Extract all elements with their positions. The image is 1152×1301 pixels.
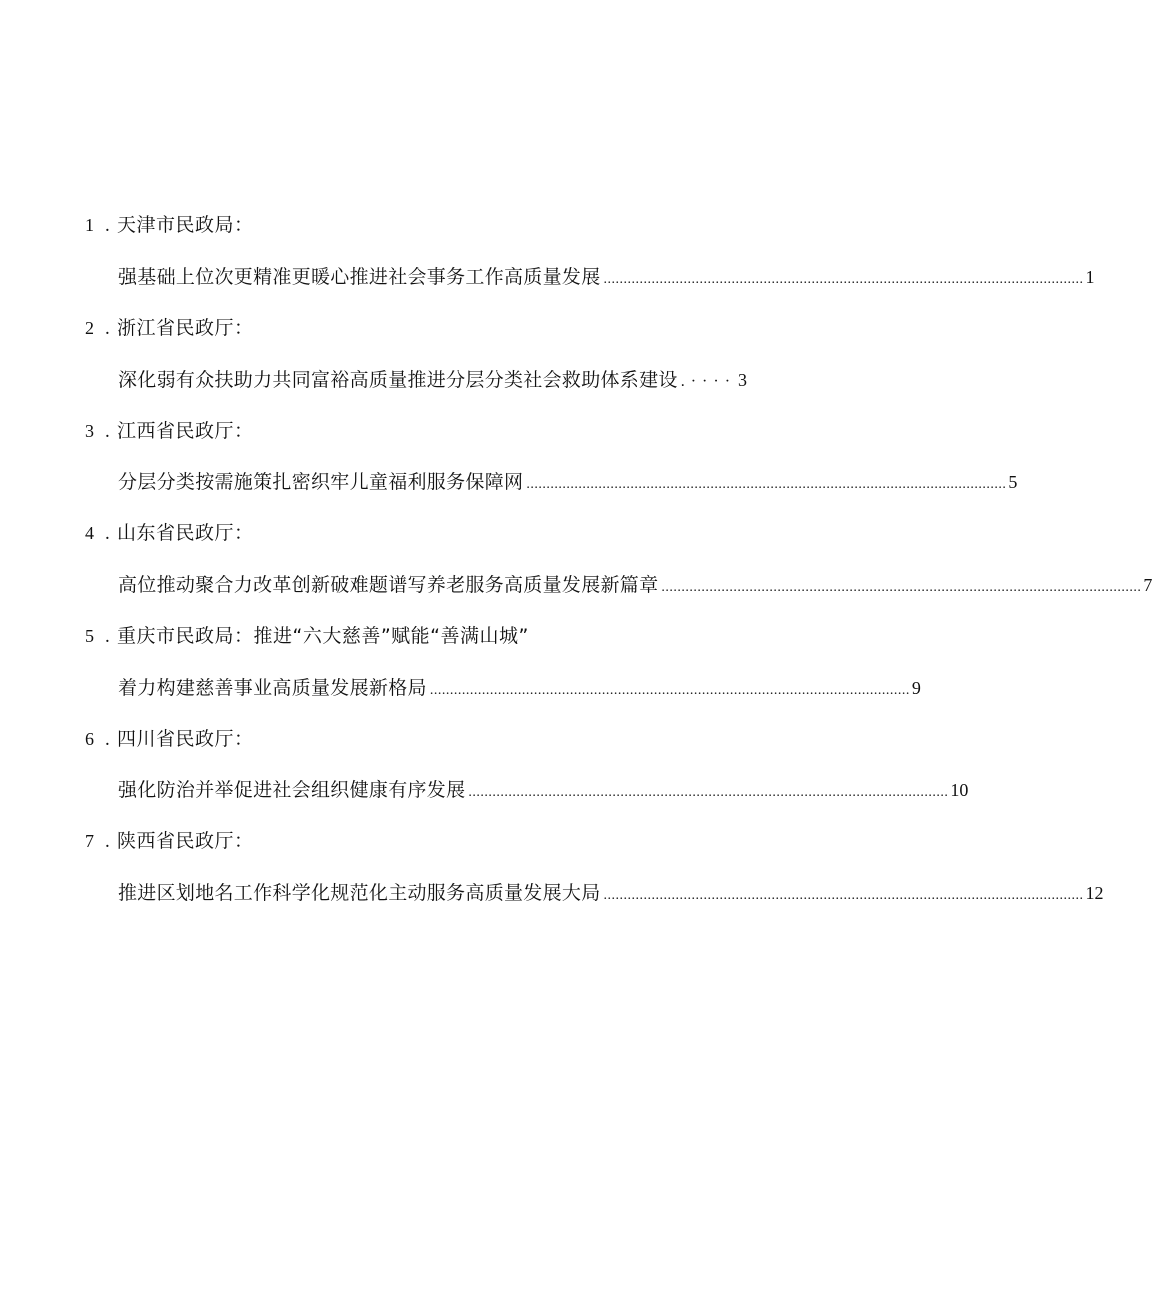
toc-leader: ........................................................................................................................ bbox=[468, 785, 949, 800]
toc-heading-2 bbox=[85, 313, 845, 343]
toc-heading-3 bbox=[85, 416, 845, 446]
toc-number: 5 bbox=[85, 626, 95, 646]
toc-title: 高位推动聚合力改革创新破难题谱写养老服务高质量发展新篇章 bbox=[118, 574, 659, 596]
toc-heading-4 bbox=[85, 518, 845, 548]
toc-heading-text: 陕西省民政厅： bbox=[117, 830, 254, 852]
toc-entry-7[interactable] bbox=[118, 878, 1104, 908]
toc-page-number: 1 bbox=[1085, 267, 1095, 287]
toc-heading-6 bbox=[85, 724, 845, 754]
toc-title: 着力构建慈善事业高质量发展新格局 bbox=[118, 677, 427, 699]
toc-title: 强化防治并举促进社会组织健康有序发展 bbox=[118, 779, 466, 801]
toc-entry-3[interactable] bbox=[118, 467, 1018, 497]
toc-leader: ........................................................................................................................ bbox=[526, 477, 1007, 492]
toc-entry-4[interactable] bbox=[118, 570, 1152, 600]
toc-entry-5[interactable] bbox=[118, 673, 921, 703]
toc-page-number: 9 bbox=[911, 678, 921, 698]
toc-number: 4 bbox=[85, 523, 95, 543]
toc-leader: ........................................................................................................................ bbox=[429, 683, 910, 698]
toc-leader: ........................................................................................................................ bbox=[661, 580, 1142, 595]
toc-number: 3 bbox=[85, 421, 95, 441]
toc-entry-6[interactable] bbox=[118, 775, 969, 805]
toc-heading-text: 浙江省民政厅： bbox=[117, 317, 254, 339]
toc-heading-text: 山东省民政厅： bbox=[117, 522, 254, 544]
toc-title: 推进区划地名工作科学化规范化主动服务高质量发展大局 bbox=[118, 882, 601, 904]
toc-dot: . bbox=[105, 523, 111, 544]
toc-title: 分层分类按需施策扎密织牢儿童福利服务保障网 bbox=[118, 471, 524, 493]
toc-leader: ........................................................................................................................ bbox=[603, 888, 1084, 903]
toc-leader: ........................................................................................................................ bbox=[603, 272, 1084, 287]
toc-heading-text: 天津市民政局： bbox=[117, 214, 254, 236]
toc-dot: . bbox=[105, 215, 111, 236]
toc-dot: . bbox=[105, 831, 111, 852]
toc-page-number: 10 bbox=[950, 780, 969, 800]
toc-page-number: 7 bbox=[1143, 575, 1152, 595]
toc-heading-1 bbox=[85, 210, 845, 240]
toc-number: 6 bbox=[85, 729, 95, 749]
toc-dot: . bbox=[105, 729, 111, 750]
toc-heading-5 bbox=[85, 621, 845, 651]
toc-title: 深化弱有众扶助力共同富裕高质量推进分层分类社会救助体系建设 bbox=[118, 369, 678, 391]
toc-dot: . bbox=[105, 318, 111, 339]
toc-page-number: 5 bbox=[1008, 472, 1018, 492]
toc-entry-1[interactable] bbox=[118, 262, 1095, 292]
toc-number: 7 bbox=[85, 831, 95, 851]
toc-leader: .···· bbox=[680, 373, 737, 390]
toc-page-number: 12 bbox=[1085, 883, 1104, 903]
toc-number: 2 bbox=[85, 318, 95, 338]
toc-number: 1 bbox=[85, 215, 95, 235]
toc-dot: . bbox=[105, 421, 111, 442]
toc-heading-7 bbox=[85, 826, 845, 856]
toc-page-number: 3 bbox=[738, 370, 748, 390]
toc-title: 强基础上位次更精准更暖心推进社会事务工作高质量发展 bbox=[118, 266, 601, 288]
toc-heading-text: 重庆市民政局：推进“六大慈善”赋能“善满山城” bbox=[117, 625, 529, 647]
toc-entry-2[interactable] bbox=[118, 365, 808, 395]
toc-heading-text: 四川省民政厅： bbox=[117, 728, 254, 750]
toc-dot: . bbox=[105, 626, 111, 647]
toc-heading-text: 江西省民政厅： bbox=[117, 420, 254, 442]
